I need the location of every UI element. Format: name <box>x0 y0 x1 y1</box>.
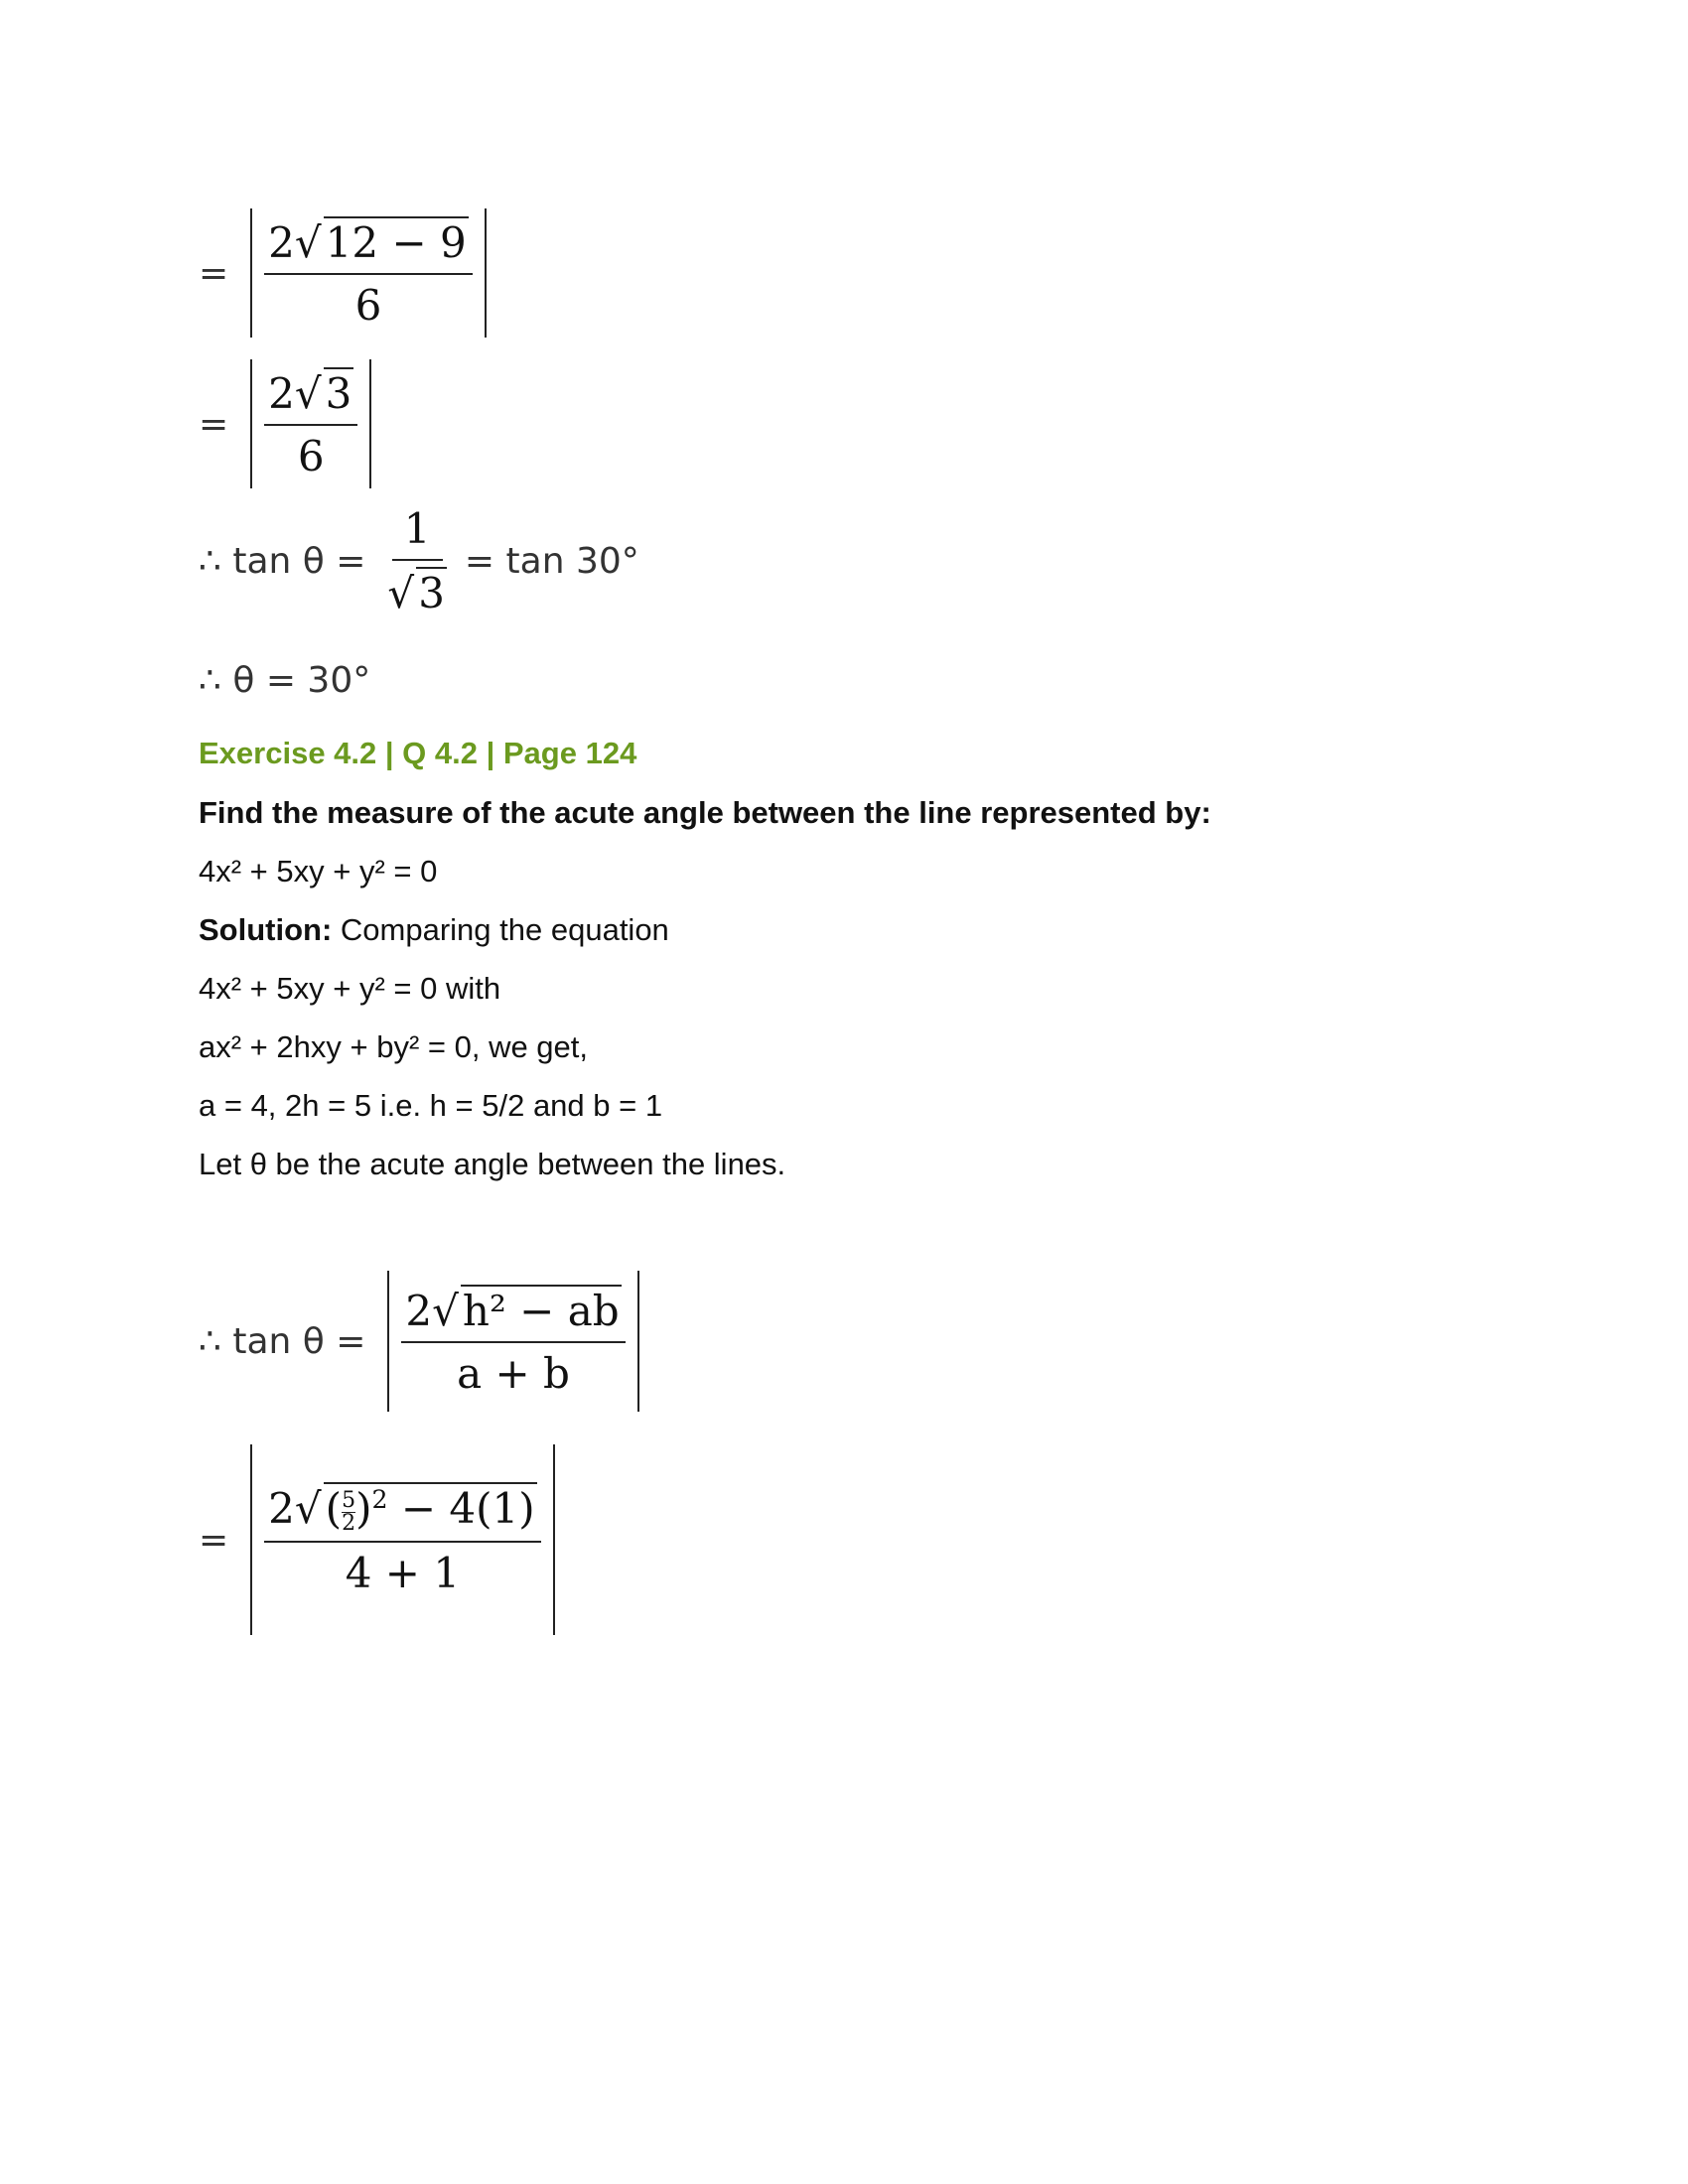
solution-line-3: a = 4, 2h = 5 i.e. h = 5/2 and b = 1 <box>199 1088 663 1123</box>
math-step-4: ∴ θ = 30° <box>199 660 371 701</box>
solution-line-4: Let θ be the acute angle between the lines. <box>199 1147 786 1181</box>
formula-tan-theta: ∴ tan θ = $\frac{\text{2√h² − ab}}{a + b}$ <box>199 1271 639 1412</box>
solution-line-1: 4x² + 5xy + y² = 0 with <box>199 971 501 1006</box>
question-text: Find the measure of the acute angle between the line represented by: <box>199 795 1211 830</box>
absolute-value <box>387 1271 638 1412</box>
fraction: $\frac{\text{2√h² − ab}}{a + b}$ <box>401 1285 625 1398</box>
solution-intro: Solution: Comparing the equation <box>199 912 669 947</box>
absolute-value <box>250 359 371 488</box>
equals-sign: = <box>199 252 229 294</box>
solution-line-2: ax² + 2hxy + by² = 0, we get, <box>199 1029 589 1064</box>
equals-sign: = <box>199 403 229 445</box>
question-equation: 4x² + 5xy + y² = 0 <box>199 854 438 888</box>
math-step-2 <box>199 359 371 488</box>
fraction: $\frac{1}{√3}$ <box>387 504 445 617</box>
solution-label: Solution: <box>199 912 333 947</box>
absolute-value <box>250 208 487 338</box>
inner-fraction: $\frac{5}{2}$ <box>342 1487 356 1536</box>
math-step-3: ∴ tan θ = $\frac{1}{√3}$ = tan 30° <box>199 504 639 617</box>
equals-sign: = <box>199 1519 229 1561</box>
fraction: $\frac{2√12 - 9}{6}$ <box>264 216 473 330</box>
formula-substitution <box>199 1444 555 1635</box>
absolute-value <box>250 1444 554 1635</box>
exercise-heading: Exercise 4.2 | Q 4.2 | Page 124 <box>199 736 637 770</box>
fraction: 2√( $\frac{5}{2}$ )$^2$ − 4(1) 4 + 1 <box>264 1482 540 1597</box>
fraction: $\frac{2√3}{6}$ <box>264 367 357 480</box>
math-step-1 <box>199 208 487 338</box>
